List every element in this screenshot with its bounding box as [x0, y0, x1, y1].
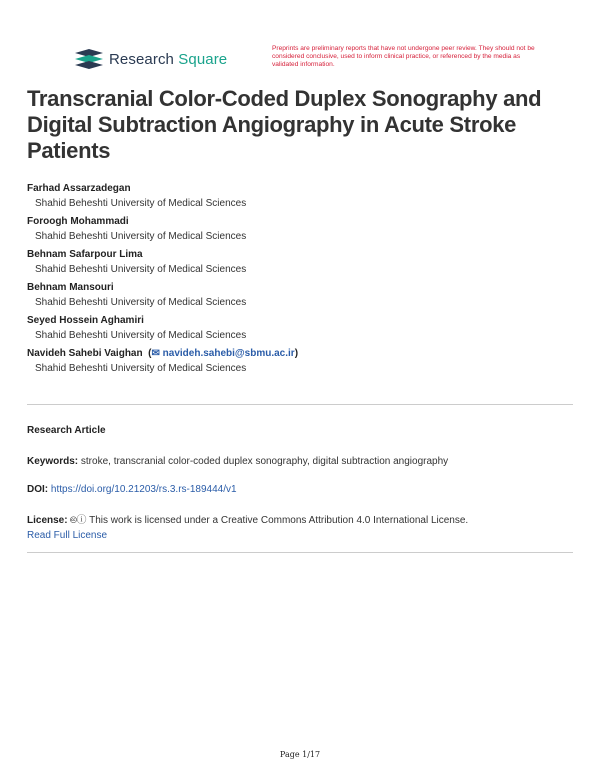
corresponding-author-name-line	[27, 346, 567, 361]
author-entry	[27, 181, 567, 211]
author-affiliation: Shahid Beheshti University of Medical Sciences	[35, 330, 247, 341]
keywords-text: stroke, transcranial color-coded duplex sonography, digital subtraction angiography	[80, 456, 449, 467]
corresponding-author-name: Navideh Sahebi Vaighan	[27, 348, 143, 359]
section-divider	[27, 552, 573, 553]
author-entry	[27, 313, 567, 343]
author-entry	[27, 280, 567, 310]
author-entry	[27, 214, 567, 244]
email-open-paren: (	[145, 348, 152, 359]
author-affiliation: Shahid Beheshti University of Medical Sciences	[35, 198, 247, 209]
paper-title: Transcranial Color-Coded Duplex Sonography and Digital Subtraction Angiography in Acute Stroke Patients	[27, 86, 542, 163]
research-square-logo[interactable]	[75, 49, 227, 69]
keywords-label: Keywords:	[27, 456, 79, 467]
author-name: Foroogh Mohammadi	[27, 216, 129, 227]
logo-text-square: Square	[178, 50, 228, 68]
corresponding-author-email-link[interactable]: navideh.sahebi@sbmu.ac.ir	[162, 348, 295, 359]
email-close-paren: )	[294, 348, 299, 359]
cc-by-icon: ⓘ	[76, 515, 87, 526]
author-affiliation: Shahid Beheshti University of Medical Sciences	[35, 231, 247, 242]
author-list	[27, 181, 567, 379]
logo-text-research: Research	[109, 50, 174, 68]
author-name: Behnam Mansouri	[27, 282, 114, 293]
author-affiliation: Shahid Beheshti University of Medical Sciences	[35, 297, 247, 308]
author-name: Behnam Safarpour Lima	[27, 249, 143, 260]
author-affiliation: Shahid Beheshti University of Medical Sciences	[35, 264, 247, 275]
research-square-logo-icon	[75, 49, 103, 69]
envelope-icon: ✉	[151, 348, 160, 359]
preprint-disclaimer: Preprints are preliminary reports that have not undergone peer review. They should not be considered conclusive, used to inform clinical practice, or referenced by the media as validated information.	[272, 45, 535, 68]
section-divider	[27, 404, 573, 405]
license-block	[27, 513, 573, 543]
logo-wordmark	[109, 51, 227, 68]
doi-link[interactable]: https://doi.org/10.21203/rs.3.rs-189444/v1	[50, 484, 237, 495]
author-name: Seyed Hossein Aghamiri	[27, 315, 144, 326]
license-label: License:	[27, 515, 68, 526]
corresponding-author-entry	[27, 346, 567, 376]
read-full-license-link[interactable]: Read Full License	[27, 530, 108, 541]
author-affiliation: Shahid Beheshti University of Medical Sciences	[35, 363, 247, 374]
author-entry	[27, 247, 567, 277]
doi-label: DOI:	[27, 484, 49, 495]
page-number: Page 1/17	[279, 750, 321, 759]
doi-line	[27, 482, 573, 497]
license-text: This work is licensed under a Creative Commons Attribution 4.0 International License.	[89, 515, 469, 526]
cc-icon: 🅭	[70, 515, 77, 526]
article-type: Research Article	[27, 425, 106, 436]
keywords-line	[27, 454, 573, 469]
author-name: Farhad Assarzadegan	[27, 183, 131, 194]
